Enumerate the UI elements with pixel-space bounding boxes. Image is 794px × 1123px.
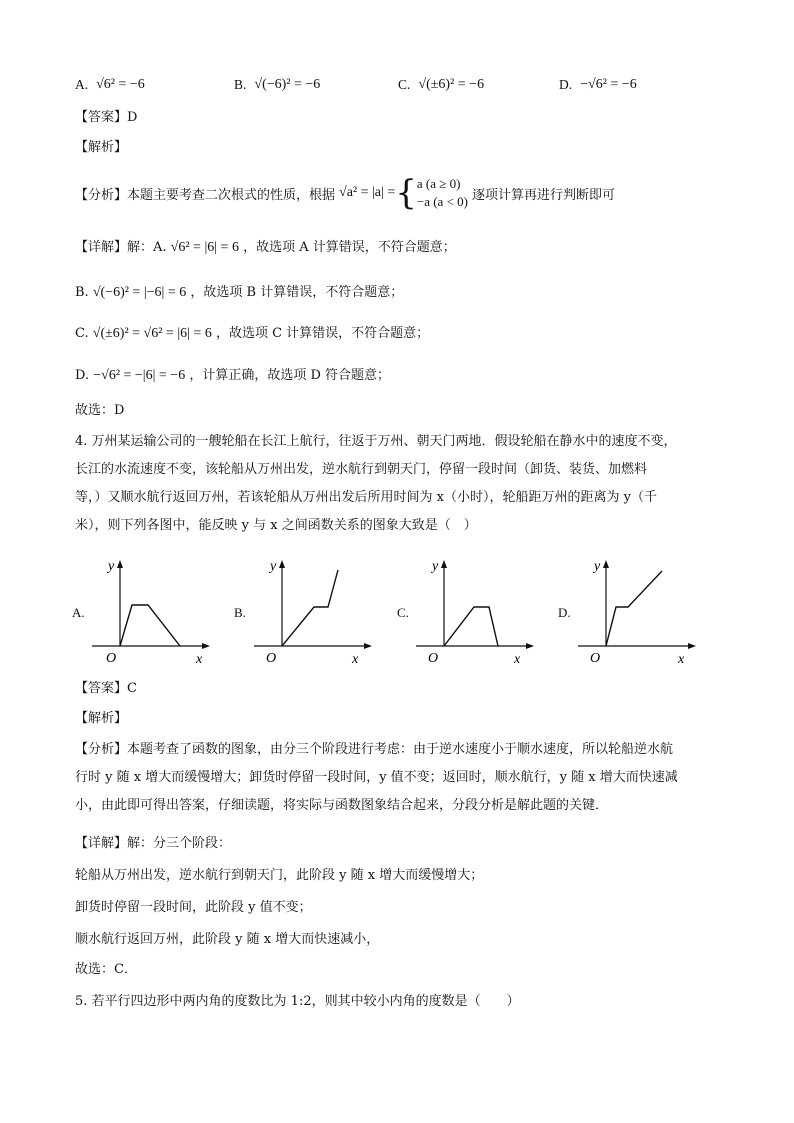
fenxi-line: 小，由此即可得出答案，仔细读题，将实际与函数图象结合起来，分段分析是解此题的关键． — [75, 798, 609, 813]
piecewise — [417, 175, 468, 211]
option-b — [234, 70, 320, 100]
piece-positive: a (a ≥ 0) — [416, 176, 461, 191]
x-axis-label: x — [514, 652, 521, 666]
option-label: D. — [559, 77, 573, 92]
origin-label: O — [106, 651, 117, 666]
detail-text: ，故选项 B 计算错误，不符合题意； — [190, 285, 404, 300]
option-expression: −√6² = −6 — [580, 77, 637, 92]
option-expression: √6² = −6 — [96, 77, 145, 92]
x-axis-label: x — [352, 652, 359, 666]
q4-stem — [75, 428, 725, 540]
detail-text: ，故选项 A 计算错误，不符合题意； — [243, 240, 456, 255]
q4-fenxi — [75, 736, 725, 820]
stem-line: 等，）又顺水航行返回万州，若该轮船从万州出发后所用时间为 x（小时），轮船距万州的距离为 y（千 — [75, 490, 657, 505]
origin-label: O — [590, 651, 601, 666]
q4-detail-stage2: 卸货时停留一段时间，此阶段 y 值不变； — [75, 900, 312, 915]
stem-line: 米），则下列各图中，能反映 y 与 x 之间函数关系的图象大致是（ ） — [75, 518, 477, 533]
q3-fenxi — [75, 170, 615, 216]
q4-answer: 【答案】C — [75, 681, 137, 696]
fenxi-line: 行时 y 随 x 增大而缓慢增大；卸货时停留一段时间，y 值不变；返回时，顺水航行，y 随 x 增大而快速减 — [75, 770, 678, 785]
detail-expr: √(−6)² = |−6| = 6 — [92, 285, 187, 300]
q3-analysis-heading: 【解析】 — [75, 140, 128, 155]
q5-stem: 5. 若平行四边形中两内角的度数比为 1:2，则其中较小内角的度数是（ ） — [75, 994, 520, 1009]
stem-line: 4. 万州某运输公司的一艘轮船在长江上航行，往返于万州、朝天门两地．假设轮船在静水中的速度不变， — [75, 434, 677, 449]
q3-detail-a — [75, 236, 456, 256]
graph-a-label: A. — [72, 605, 85, 620]
detail-expr: −√6² = −|6| = −6 — [93, 368, 186, 383]
q4-choose: 故选：C． — [75, 962, 137, 977]
y-axis-label: y — [594, 559, 601, 574]
q4-detail-stage3: 顺水航行返回万州，此阶段 y 随 x 增大而快速减小， — [75, 932, 380, 947]
option-label: A. — [75, 77, 89, 92]
q3-detail-c — [75, 322, 429, 342]
graph-d — [578, 556, 698, 670]
q3-choose: 故选：D — [75, 403, 125, 418]
origin-label: O — [266, 651, 277, 666]
y-axis-label: y — [108, 559, 115, 574]
q3-detail-d — [75, 364, 390, 384]
option-c — [398, 70, 484, 100]
origin-label: O — [428, 651, 439, 666]
fenxi-formula: √a² = |a| = — [339, 185, 396, 200]
q4-detail-head: 【详解】解：分三个阶段： — [75, 836, 232, 851]
q4-analysis-heading: 【解析】 — [75, 711, 128, 726]
brace-symbol: { — [395, 173, 417, 213]
fenxi-line: 【分析】本题考查了函数的图象，由分三个阶段进行考虑：由于逆水速度小于顺水速度，所以轮船逆水航 — [75, 742, 674, 757]
option-expression: √(−6)² = −6 — [254, 77, 321, 92]
graph-c — [416, 556, 536, 670]
y-axis-label: y — [432, 559, 439, 574]
option-label: C. — [398, 77, 411, 92]
fenxi-text: 【分析】本题主要考查二次根式的性质，根据 — [75, 187, 336, 203]
graph-b-label: B. — [234, 605, 246, 620]
option-label: B. — [234, 77, 247, 92]
option-a — [75, 70, 145, 100]
graph-b — [254, 556, 374, 670]
q4-detail-stage1: 轮船从万州出发，逆水航行到朝天门，此阶段 y 随 x 增大而缓慢增大； — [75, 868, 484, 883]
detail-expr: √(±6)² = √6² = |6| = 6 — [92, 326, 212, 341]
y-axis-label: y — [270, 559, 277, 574]
q3-detail-b — [75, 281, 403, 301]
detail-expr: √6² = |6| = 6 — [170, 240, 239, 255]
graph-a — [92, 556, 212, 670]
q3-answer: 【答案】D — [75, 110, 138, 125]
detail-label: C. — [75, 326, 89, 341]
detail-label: D. — [75, 368, 90, 383]
x-axis-label: x — [196, 652, 203, 666]
detail-text: ，故选项 C 计算错误，不符合题意； — [215, 326, 430, 341]
detail-head: 【详解】解：A. — [75, 240, 167, 255]
detail-label: B. — [75, 285, 89, 300]
fenxi-tail: 逐项计算再进行判断即可 — [472, 187, 616, 203]
piece-negative: −a (a < 0) — [416, 194, 468, 209]
option-d — [559, 70, 637, 100]
stem-line: 长江的水流速度不变，该轮船从万州出发，逆水航行到朝天门，停留一段时间（卸货、装货、加燃料 — [75, 462, 648, 477]
option-expression: √(±6)² = −6 — [418, 77, 485, 92]
graph-c-label: C. — [397, 605, 409, 620]
detail-text: ，计算正确，故选项 D 符合题意； — [189, 368, 391, 383]
graph-d-label: D. — [558, 605, 571, 620]
x-axis-label: x — [678, 652, 685, 666]
